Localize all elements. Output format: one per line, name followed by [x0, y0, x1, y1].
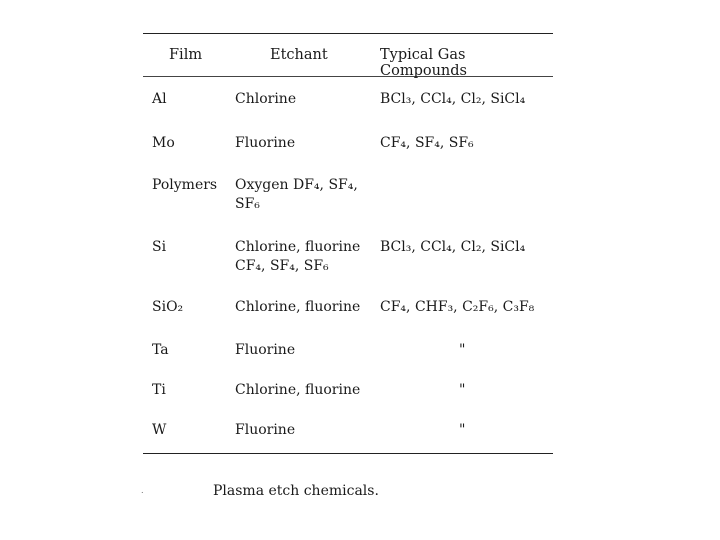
etchant-cell: Chlorine, fluorine — [235, 299, 361, 315]
etchant-cell: Oxygen DF₄, SF₄, SF₆ — [235, 177, 358, 212]
header-etchant: Etchant — [270, 47, 328, 63]
table-caption: Plasma etch chemicals. — [213, 483, 379, 499]
ditto-mark: " — [459, 422, 466, 438]
header-gas-compounds: Typical Gas Compounds — [380, 47, 467, 79]
ditto-mark: " — [459, 342, 466, 358]
film-cell: Ta — [152, 342, 169, 358]
film-cell: W — [152, 422, 167, 438]
film-cell: Al — [152, 91, 167, 107]
etch-chemicals-table — [143, 33, 553, 438]
etchant-cell: Fluorine — [235, 135, 296, 151]
header-film: Film — [169, 47, 203, 63]
table-header — [143, 34, 553, 79]
etchant-cell: Chlorine — [235, 91, 297, 107]
etchant-cell: Fluorine — [235, 422, 296, 438]
etchant-cell: Fluorine — [235, 342, 296, 358]
gas-cell: CF₄, SF₄, SF₆ — [380, 135, 474, 151]
etchant-cell: Chlorine, fluorine — [235, 382, 361, 398]
gas-cell: CF₄, CHF₃, C₂F₆, C₃F₈ — [380, 299, 535, 315]
film-cell: Mo — [152, 135, 175, 151]
film-cell: SiO₂ — [152, 299, 184, 315]
table-bottom-rule — [143, 453, 553, 454]
film-cell: Si — [152, 239, 167, 255]
gas-cell: BCl₃, CCl₄, Cl₂, SiCl₄ — [380, 239, 526, 255]
etchant-cell: Chlorine, fluorine CF₄, SF₄, SF₆ — [235, 239, 361, 274]
film-cell: Ti — [152, 382, 166, 398]
ditto-mark: " — [459, 382, 466, 398]
caption-mark: . — [141, 486, 144, 495]
gas-cell: BCl₃, CCl₄, Cl₂, SiCl₄ — [380, 91, 526, 107]
film-cell: Polymers — [152, 177, 218, 193]
